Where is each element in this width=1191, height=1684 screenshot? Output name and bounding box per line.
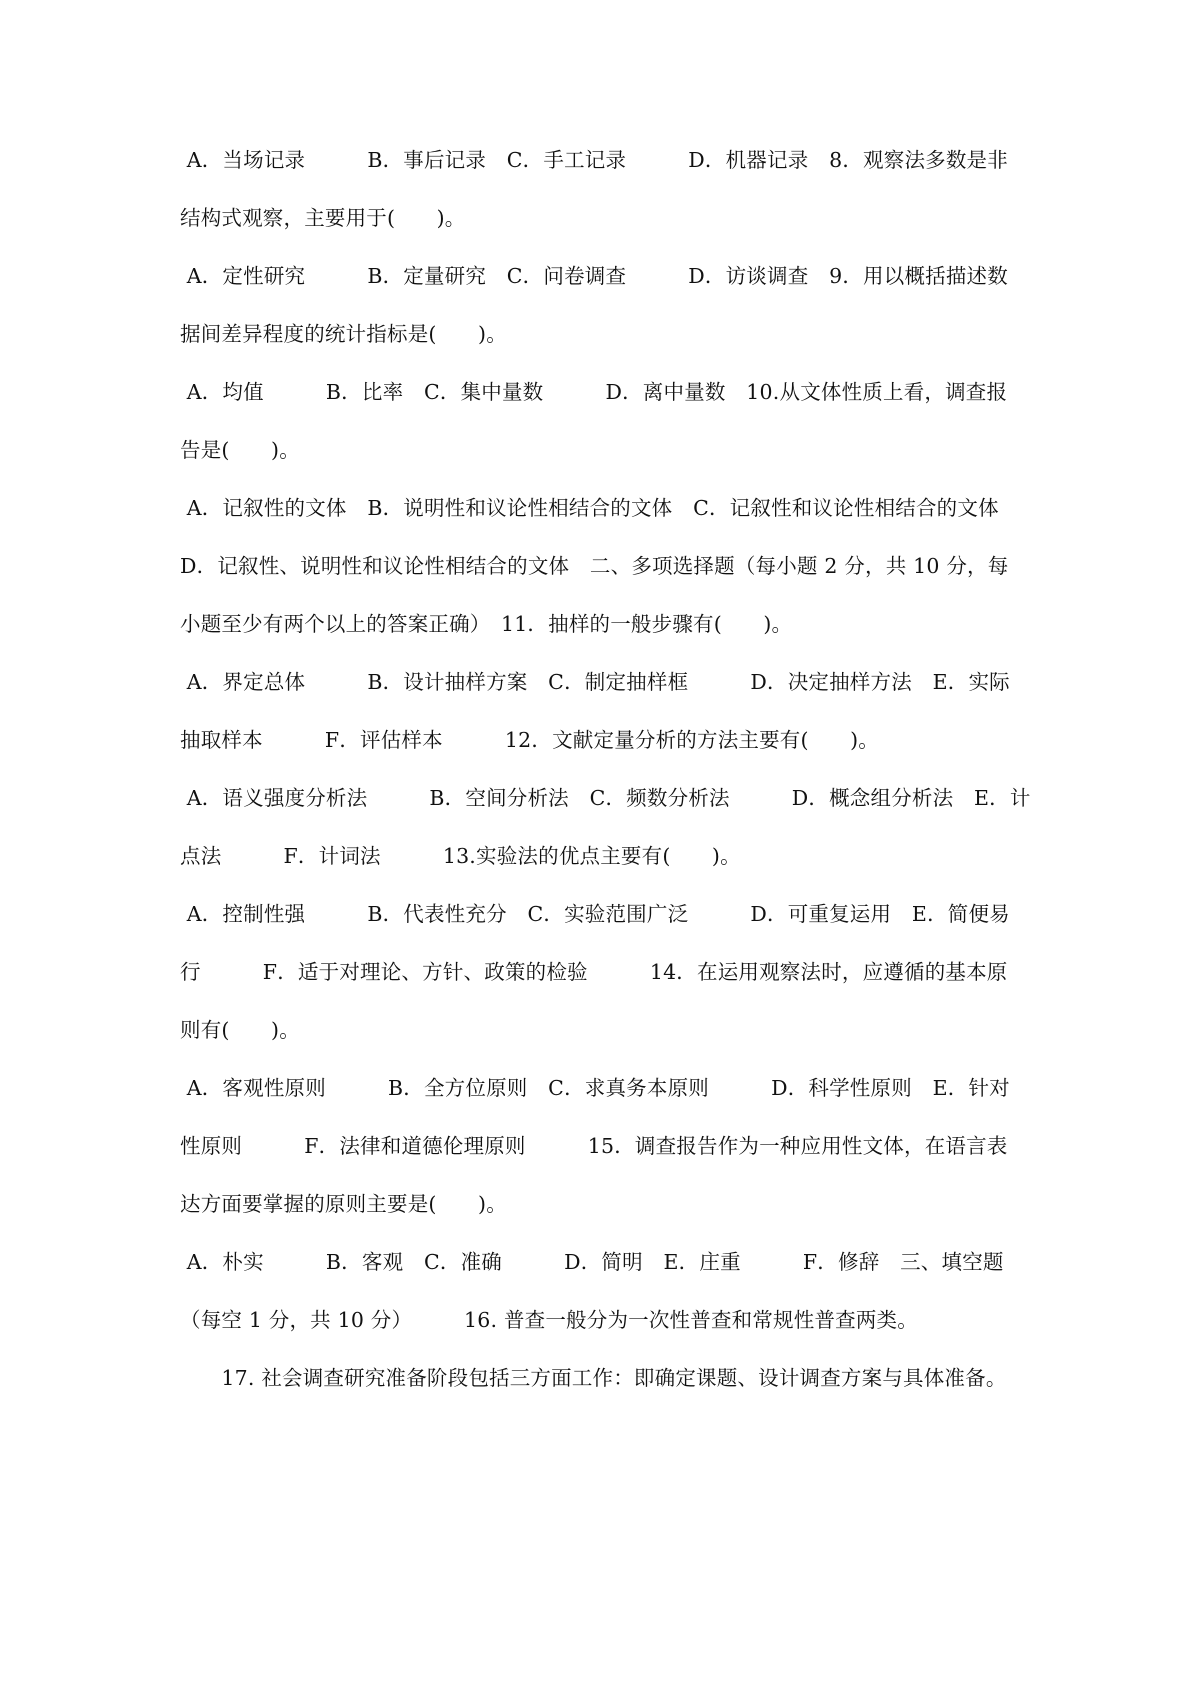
text-line: A．当场记录 B．事后记录 C．手工记录 D．机器记录 8．观察法多数是非: [180, 148, 1008, 172]
text-line: A．控制性强 B．代表性充分 C．实验范围广泛 D．可重复运用 E．简便易: [180, 902, 1010, 926]
text-line: A．客观性原则 B．全方位原则 C．求真务本原则 D．科学性原则 E．针对: [180, 1076, 1010, 1100]
text-line: 达方面要掌握的原则主要是( )。: [180, 1192, 507, 1216]
text-line: 告是( )。: [180, 438, 300, 462]
text-line: 据间差异程度的统计指标是( )。: [180, 322, 507, 346]
text-line: D．记叙性、说明性和议论性相结合的文体 二、多项选择题（每小题 2 分，共 10 分，每: [180, 554, 1009, 578]
text-line: A．均值 B．比率 C．集中量数 D．离中量数 10.从文体性质上看，调查报: [180, 380, 1008, 404]
text-line: 点法 F．计词法 13.实验法的优点主要有( )。: [180, 844, 741, 868]
text-line: 行 F．适于对理论、方针、政策的检验 14．在运用观察法时，应遵循的基本原: [180, 960, 1008, 984]
text-line: 结构式观察，主要用于( )。: [180, 206, 466, 230]
text-line: A．界定总体 B．设计抽样方案 C．制定抽样框 D．决定抽样方法 E．实际: [180, 670, 1010, 694]
text-line: （每空 1 分，共 10 分） 16. 普查一般分为一次性普查和常规性普查两类。: [180, 1308, 918, 1332]
text-line: 则有( )。: [180, 1018, 300, 1042]
text-line: 性原则 F．法律和道德伦理原则 15．调查报告作为一种应用性文体，在语言表: [180, 1134, 1008, 1158]
text-line: 17. 社会调查研究准备阶段包括三方面工作：即确定课题、设计调查方案与具体准备。: [180, 1366, 1007, 1390]
text-line: A．语义强度分析法 B．空间分析法 C．频数分析法 D．概念组分析法 E．计: [180, 786, 1031, 810]
text-line: A．朴实 B．客观 C．准确 D．简明 E．庄重 F．修辞 三、填空题: [180, 1250, 1004, 1274]
text-line: A．记叙性的文体 B．说明性和议论性相结合的文体 C．记叙性和议论性相结合的文体: [180, 496, 999, 520]
text-line: A．定性研究 B．定量研究 C．问卷调查 D．访谈调查 9．用以概括描述数: [180, 264, 1008, 288]
text-line: 抽取样本 F．评估样本 12．文献定量分析的方法主要有( )。: [180, 728, 880, 752]
text-line: 小题至少有两个以上的答案正确） 11．抽样的一般步骤有( )。: [180, 612, 793, 636]
